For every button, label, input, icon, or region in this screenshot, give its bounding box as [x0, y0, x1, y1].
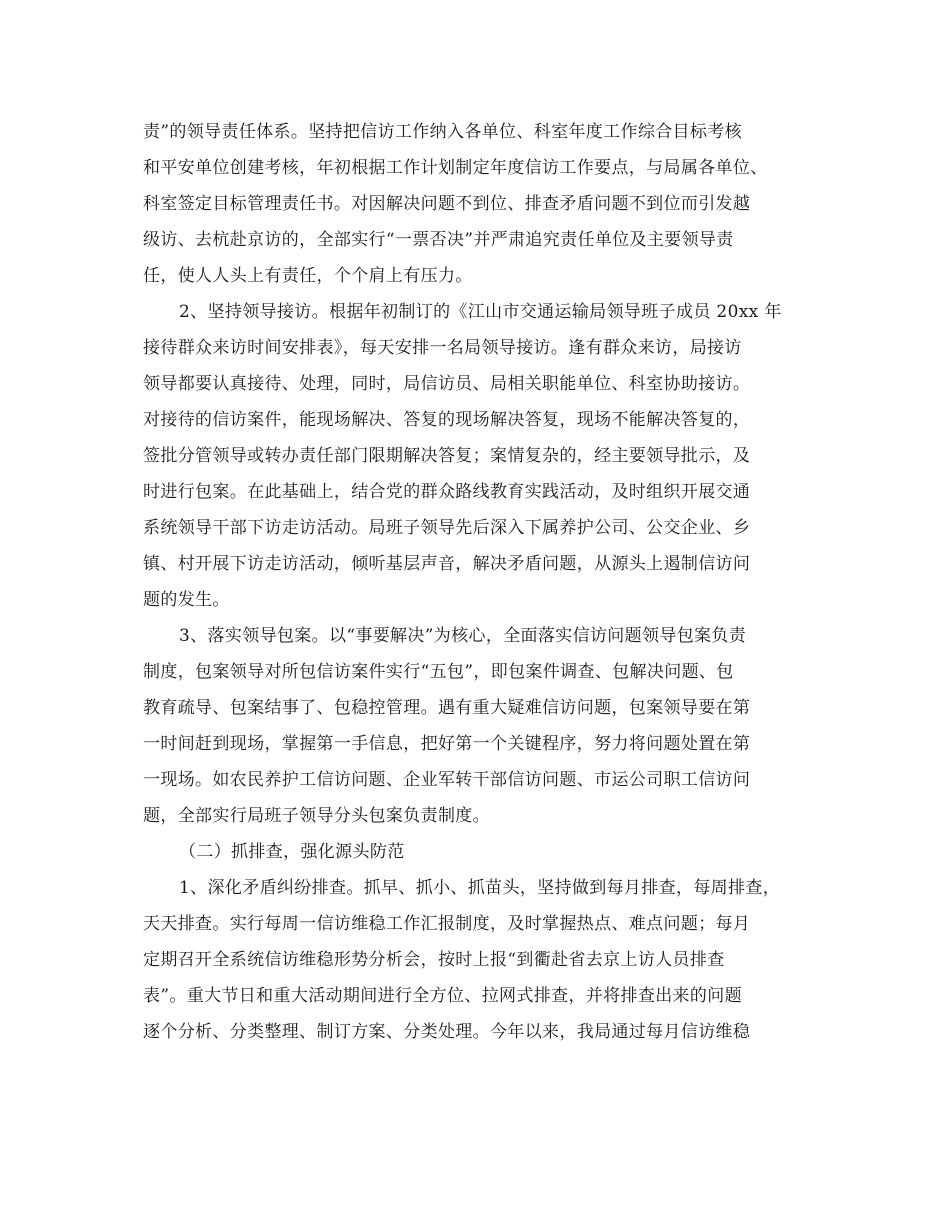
text-line: 镇、村开展下访走访活动，倾听基层声音，解决矛盾问题，从源头上遏制信访问 — [143, 554, 751, 574]
text-line: 1、深化矛盾纠纷排查。抓早、抓小、抓苗头，坚持做到每月排查，每周排查， — [179, 878, 781, 898]
text-line: 定期召开全系统信访维稳形势分析会，按时上报“到衢赴省去京上访人员排查 — [143, 950, 725, 970]
text-line: 一时间赶到现场，掌握第一手信息，把好第一个关键程序，努力将问题处置在第 — [143, 734, 751, 754]
text-line: 教育疏导、包案结事了、包稳控管理。遇有重大疑难信访问题，包案领导要在第 — [143, 698, 751, 718]
text-line: 级访、去杭赴京访的，全部实行“一票否决”并严肃追究责任单位及主要领导责 — [143, 230, 734, 250]
text-line: 一现场。如农民养护工信访问题、企业军转干部信访问题、市运公司职工信访问 — [143, 770, 751, 790]
text-line: 表”。重大节日和重大活动期间进行全方位、拉网式排查，并将排查出来的问题 — [143, 986, 742, 1006]
text-line: 题的发生。 — [143, 590, 230, 610]
text-line: 领导都要认真接待、处理，同时，局信访员、局相关职能单位、科室协助接访。 — [143, 374, 751, 394]
text-line: 科室签定目标管理责任书。对因解决问题不到位、排查矛盾问题不到位而引发越 — [143, 194, 751, 214]
text-line: 和平安单位创建考核，年初根据工作计划制定年度信访工作要点，与局属各单位、 — [143, 158, 768, 178]
text-line: 3、落实领导包案。以“事要解决”为核心，全面落实信访问题领导包案负责 — [179, 626, 747, 646]
document-body — [143, 114, 823, 1050]
text-line: 制度，包案领导对所包信访案件实行“五包”，即包案件调查、包解决问题、包 — [143, 662, 734, 682]
text-line: （二）抓排查，强化源头防范 — [179, 842, 405, 862]
text-line: 任，使人人头上有责任，个个肩上有压力。 — [143, 266, 473, 286]
text-line: 系统领导干部下访走访活动。局班子领导先后深入下属养护公司、公交企业、乡 — [143, 518, 751, 538]
text-line: 签批分管领导或转办责任部门限期解决答复；案情复杂的，经主要领导批示，及 — [143, 446, 751, 466]
text-line: 责”的领导责任体系。坚持把信访工作纳入各单位、科室年度工作综合目标考核 — [143, 122, 742, 142]
text-line: 逐个分析、分类整理、制订方案、分类处理。今年以来，我局通过每月信访维稳 — [143, 1022, 751, 1042]
text-line: 对接待的信访案件，能现场解决、答复的现场解决答复，现场不能解决答复的， — [143, 410, 751, 430]
text-line: 天天排查。实行每周一信访维稳工作汇报制度，及时掌握热点、难点问题；每月 — [143, 914, 751, 934]
text-line: 题，全部实行局班子领导分头包案负责制度。 — [143, 806, 490, 826]
text-line: 接待群众来访时间安排表》，每天安排一名局领导接访。逢有群众来访，局接访 — [143, 338, 742, 358]
text-line: 时进行包案。在此基础上，结合党的群众路线教育实践活动，及时组织开展交通 — [143, 482, 751, 502]
text-line: 2、坚持领导接访。根据年初制订的《江山市交通运输局领导班子成员 20xx 年 — [179, 302, 782, 322]
